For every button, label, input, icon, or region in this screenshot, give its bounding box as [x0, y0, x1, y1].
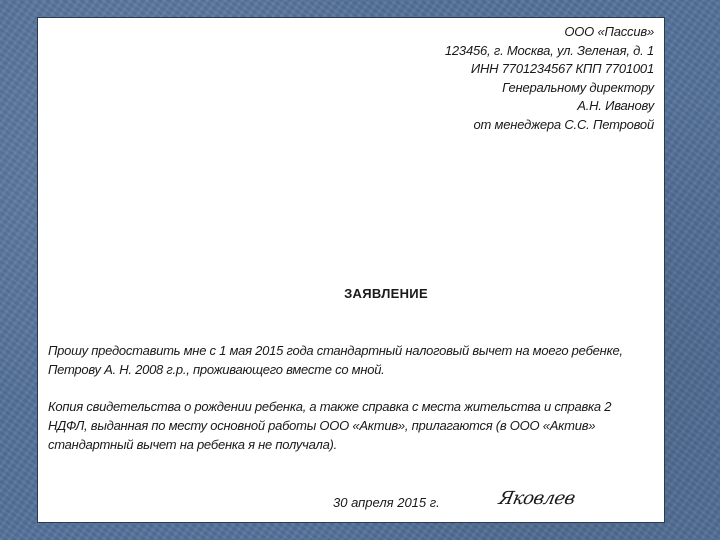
sender-line: от менеджера С.С. Петровой — [473, 116, 654, 132]
paragraph-line: Прошу предоставить мне с 1 мая 2015 года стандартный налоговый вычет на моего ребенке, — [48, 343, 623, 358]
paragraph-line: Копия свидетельства о рождении ребенка, а также справка с места жительства и справка 2 — [48, 399, 612, 414]
company-tax-ids: ИНН 7701234567 КПП 7701001 — [470, 61, 654, 77]
document-page — [37, 17, 665, 523]
paragraph-line: Петрову А. Н. 2008 г.р., проживающего вместе со мной. — [48, 362, 385, 377]
company-name: ООО «Пассив» — [564, 24, 654, 39]
addressee-block — [445, 23, 654, 135]
document-title: ЗАЯВЛЕНИЕ — [344, 286, 428, 301]
company-address: 123456, г. Москва, ул. Зеленая, д. 1 — [444, 42, 654, 58]
paragraph-line: НДФЛ, выданная по месту основной работы ООО «Актив», прилагаются (в ООО «Актив» — [48, 418, 596, 433]
addressee-position: Генеральному директору — [502, 79, 654, 95]
paragraph-line: стандартный вычет на ребенка я не получала). — [48, 437, 337, 452]
document-date: 30 апреля 2015 г. — [333, 495, 440, 510]
signature: Яковлев — [496, 488, 577, 509]
request-paragraph — [48, 341, 656, 379]
attachments-paragraph — [48, 397, 656, 454]
addressee-name: А.Н. Иванову — [577, 98, 654, 114]
